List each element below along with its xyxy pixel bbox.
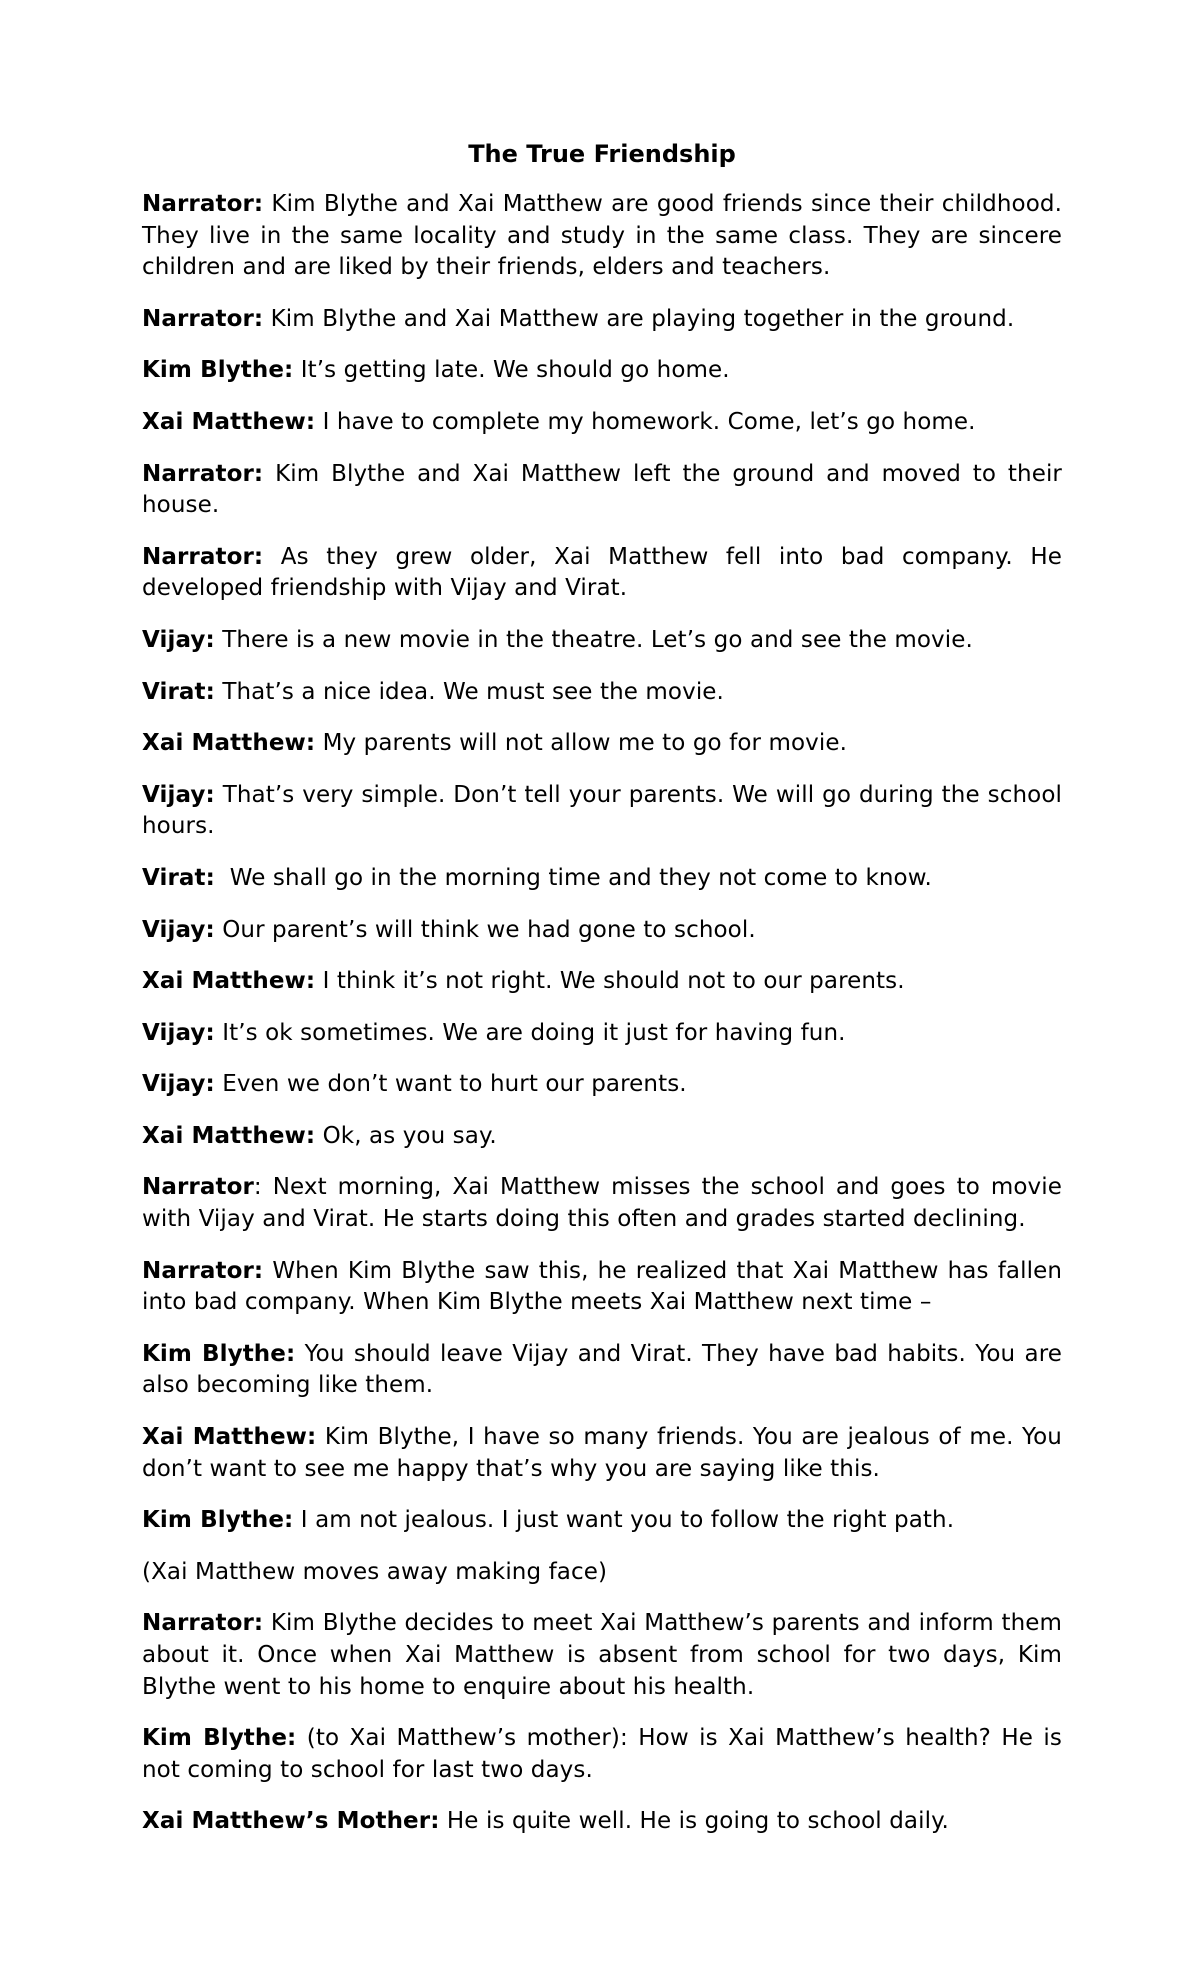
dialogue-paragraph [142, 1505, 1062, 1537]
dialogue-paragraph [142, 1018, 1062, 1050]
dialogue-text: My parents will not allow me to go for movie. [315, 730, 847, 757]
speaker-label: Xai Matthew: [142, 730, 316, 757]
dialogue-paragraph [142, 1121, 1062, 1153]
dialogue-paragraph [142, 915, 1062, 947]
dialogue-paragraph [142, 542, 1062, 605]
dialogue-text: : Next morning, Xai Matthew misses the school and goes to movie with Vijay and Virat. He starts doing this often and grades started declining. [142, 1174, 1062, 1233]
dialogue-paragraph [142, 966, 1062, 998]
speaker-label: Narrator: [142, 543, 264, 570]
dialogue-text: It’s ok sometimes. We are doing it just for having fun. [214, 1019, 846, 1046]
speaker-label: Narrator: [142, 460, 264, 487]
dialogue-text: (Xai Matthew moves away making face) [142, 1558, 608, 1585]
dialogue-paragraph [142, 1172, 1062, 1235]
dialogue-paragraph [142, 1806, 1062, 1838]
dialogue-paragraph [142, 1422, 1062, 1485]
dialogue-paragraph [142, 1069, 1062, 1101]
dialogue-paragraph [142, 677, 1062, 709]
speaker-label: Vijay: [142, 1019, 215, 1046]
dialogue-text: Ok, as you say. [315, 1122, 497, 1149]
dialogue-paragraph [142, 728, 1062, 760]
dialogue-paragraph [142, 780, 1062, 843]
speaker-label: Vijay: [142, 1071, 215, 1098]
dialogue-text: Even we don’t want to hurt our parents. [214, 1071, 687, 1098]
dialogue-text: Kim Blythe and Xai Matthew left the ground and moved to their house. [142, 460, 1062, 519]
document-page [142, 138, 1062, 1858]
dialogue-text: That’s a nice idea. We must see the movie. [214, 678, 724, 705]
dialogue-text: I am not jealous. I just want you to follow the right path. [293, 1507, 955, 1534]
speaker-label: Xai Matthew: [142, 1122, 316, 1149]
speaker-label: Vijay: [142, 626, 215, 653]
dialogue-paragraph [142, 1608, 1062, 1703]
dialogue-text: Kim Blythe and Xai Matthew are playing together in the ground. [263, 305, 1015, 332]
dialogue-paragraph [142, 189, 1062, 284]
dialogue-paragraph [142, 1256, 1062, 1319]
speaker-label: Narrator: [142, 305, 264, 332]
dialogue-text: Our parent’s will think we had gone to school. [214, 916, 756, 943]
dialogue-text: As they grew older, Xai Matthew fell into bad company. He developed friendship with Vijay and Virat. [142, 543, 1062, 602]
speaker-label: Vijay: [142, 781, 215, 808]
speaker-label: Virat: [142, 678, 215, 705]
speaker-label: Kim Blythe: [142, 1340, 296, 1367]
speaker-label: Narrator: [142, 1257, 264, 1284]
dialogue-text: It’s getting late. We should go home. [293, 357, 730, 384]
speaker-label: Kim Blythe: [142, 357, 294, 384]
speaker-label: Narrator: [142, 1610, 264, 1637]
dialogue-text: There is a new movie in the theatre. Let’s go and see the movie. [214, 626, 973, 653]
dialogue-text: That’s very simple. Don’t tell your parents. We will go during the school hours. [142, 781, 1062, 840]
speaker-label: Xai Matthew: [142, 968, 316, 995]
dialogue-text: I think it’s not right. We should not to our parents. [315, 968, 905, 995]
document-title: The True Friendship [468, 140, 736, 168]
speaker-label: Narrator: [142, 191, 264, 217]
speaker-label: Vijay: [142, 916, 215, 943]
speaker-label: Kim Blythe: [142, 1725, 297, 1752]
dialogue-text: He is quite well. He is going to school daily. [439, 1808, 949, 1835]
dialogue-paragraph [142, 1723, 1062, 1786]
stage-direction [142, 1557, 1062, 1589]
dialogue-text: Kim Blythe decides to meet Xai Matthew’s parents and inform them about it. Once when Xai Matthew is absent from school for two days, Kim Blythe went to his home to enquire about his health. [142, 1610, 1062, 1700]
dialogue-paragraph [142, 407, 1062, 439]
speaker-label: Xai Matthew’s Mother: [142, 1808, 440, 1835]
dialogue-paragraph [142, 625, 1062, 657]
dialogue-paragraph [142, 355, 1062, 387]
speaker-label: Narrator [142, 1174, 254, 1201]
dialogue-text: I have to complete my homework. Come, let’s go home. [315, 408, 976, 435]
dialogue-paragraph [142, 863, 1062, 895]
dialogue-text: When Kim Blythe saw this, he realized that Xai Matthew has fallen into bad company. When Kim Blythe meets Xai Matthew next time – [142, 1257, 1062, 1316]
speaker-label: Virat: [142, 864, 215, 891]
dialogue-paragraph [142, 459, 1062, 522]
dialogue-text: Kim Blythe and Xai Matthew are good friends since their childhood. They live in the same locality and study in the same class. They are sincere children and are liked by their friends, elders and teachers. [142, 191, 1062, 281]
dialogue-paragraph [142, 304, 1062, 336]
dialogue-paragraph [142, 1339, 1062, 1402]
dialogue-text: (to Xai Matthew’s mother): How is Xai Matthew’s health? He is not coming to school for last two days. [142, 1725, 1062, 1783]
dialogue-text: You should leave Vijay and Virat. They have bad habits. You are also becoming like them. [142, 1340, 1062, 1399]
speaker-label: Kim Blythe: [142, 1507, 294, 1534]
speaker-label: Xai Matthew: [142, 408, 316, 435]
speaker-label: Xai Matthew: [142, 1424, 317, 1451]
dialogue-text: We shall go in the morning time and they not come to know. [214, 864, 932, 891]
dialogue-text: Kim Blythe, I have so many friends. You are jealous of me. You don’t want to see me happy that’s why you are saying like this. [142, 1424, 1062, 1482]
